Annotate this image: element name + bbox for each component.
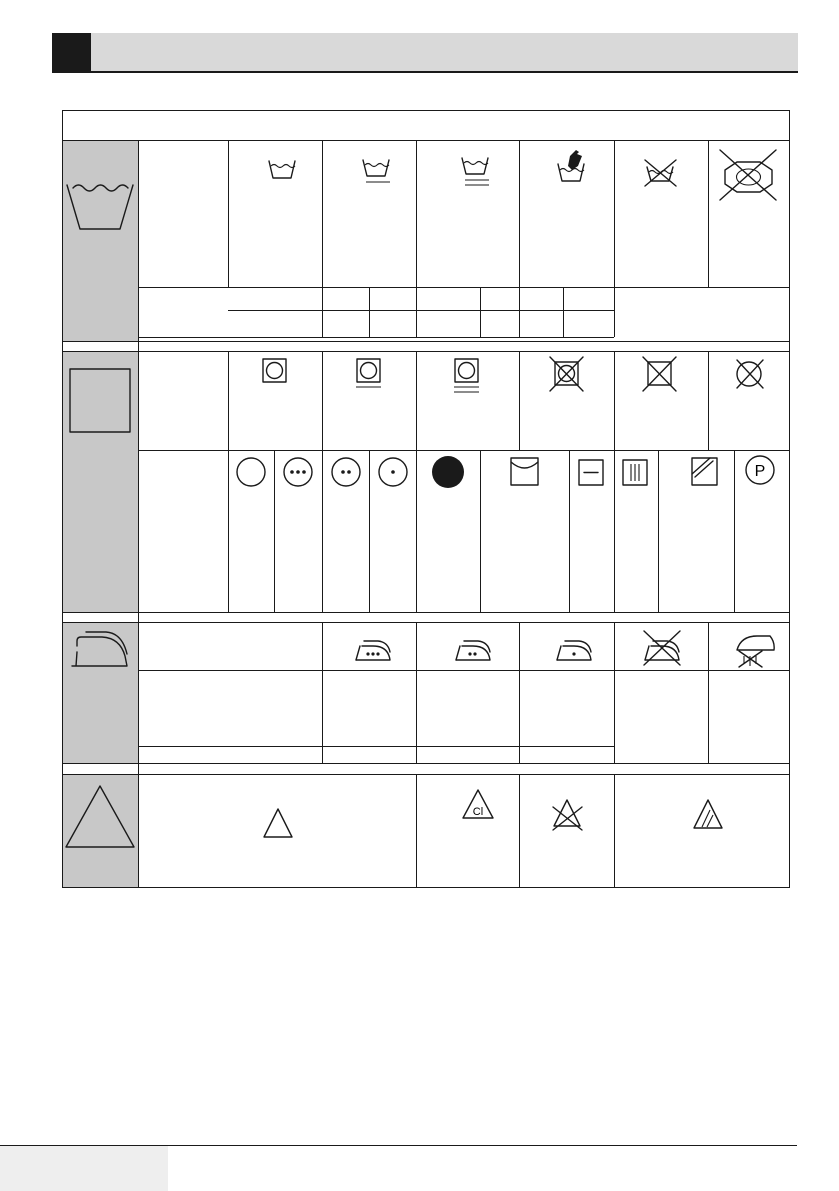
chlorine-bleach-label: Cl: [472, 806, 484, 818]
any-heat-icon: [237, 458, 265, 486]
hand-wash-icon: [558, 150, 584, 181]
drip-dry-icon: [623, 460, 647, 485]
washing-category-cell: [63, 141, 138, 341]
dry-flat-icon: [579, 460, 603, 485]
iron-low-icon: [557, 641, 591, 660]
chlorine-bleach-icon: [463, 790, 493, 818]
wash-delicate-icon: [462, 158, 489, 185]
do-not-iron-icon: [644, 631, 680, 665]
tumble-dry-icon: [263, 359, 286, 382]
wash-permanent-press-icon: [363, 160, 390, 182]
medium-heat-icon: [332, 458, 360, 486]
low-heat-icon: [379, 458, 407, 486]
table-border: [63, 111, 790, 888]
iron-medium-icon: [456, 641, 490, 660]
no-steam-icon: [737, 636, 774, 667]
line-dry-icon: [511, 458, 538, 485]
footer-tab: [0, 1146, 168, 1191]
iron-high-icon: [356, 641, 390, 660]
dry-clean-letter: P: [754, 463, 766, 480]
do-not-dry-clean-icon: [737, 360, 763, 388]
do-not-dry-icon: [643, 357, 676, 391]
non-chlorine-bleach-icon: [694, 800, 722, 828]
wash-icon: [269, 161, 295, 178]
do-not-tumble-dry-icon: [550, 357, 583, 391]
do-not-wring-icon: [720, 150, 776, 200]
do-not-bleach-icon: [553, 800, 582, 830]
table-grid: [62, 141, 790, 888]
ironing-category-cell: [63, 623, 138, 764]
drying-category-cell: [63, 352, 138, 612]
do-not-wash-icon: [645, 160, 676, 186]
tumble-dry-delicate-icon: [454, 359, 479, 392]
dry-clean-p-icon: [746, 456, 774, 484]
any-bleach-icon: [264, 809, 292, 837]
tumble-dry-permanent-press-icon: [356, 359, 381, 387]
dry-in-shade-icon: [692, 458, 717, 485]
no-heat-icon: [432, 456, 464, 488]
high-heat-icon: [284, 458, 312, 486]
